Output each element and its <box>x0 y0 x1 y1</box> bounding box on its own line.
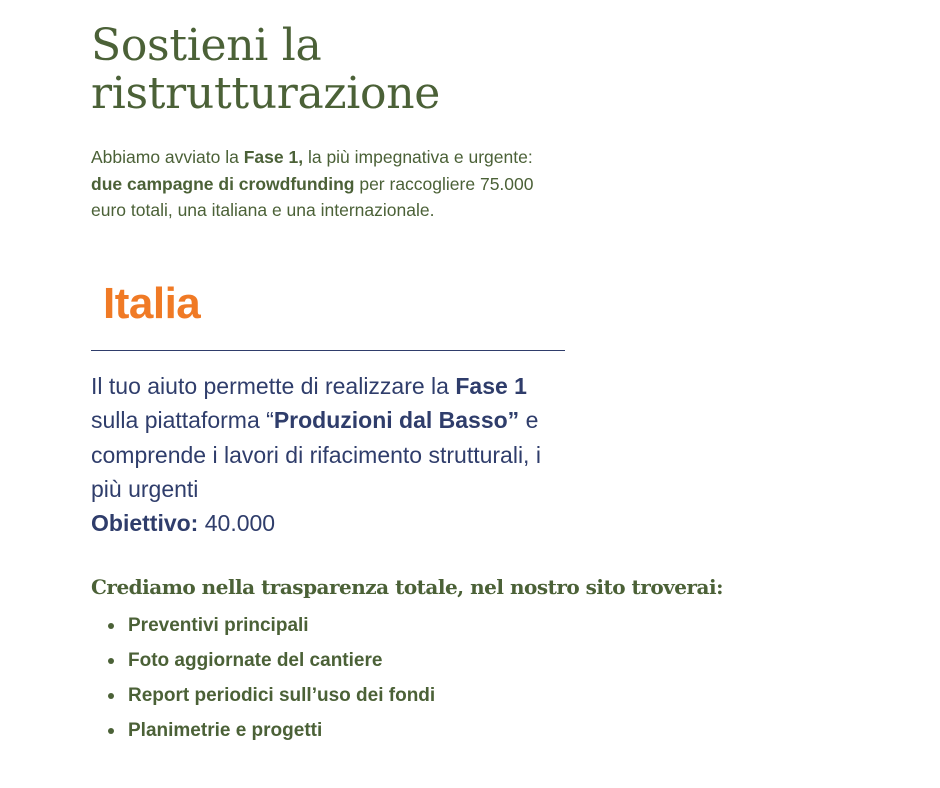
italia-desc-text-2: sulla piattaforma “ <box>91 407 274 434</box>
section-divider <box>91 350 565 351</box>
intro-text-2: la più impegnativa e urgente: <box>303 147 533 167</box>
list-item <box>105 678 435 713</box>
bullet-icon <box>108 728 114 734</box>
italia-desc-platform: Produzioni dal Basso” <box>273 407 520 434</box>
section-title-italia: Italia <box>103 279 201 328</box>
page-title <box>91 22 691 118</box>
goal-value: 40.000 <box>198 510 276 537</box>
page-title-line1: Sostieni la <box>91 20 322 71</box>
goal-label: Obiettivo: <box>91 510 199 537</box>
list-item-label: Report periodici sull’uso dei fondi <box>128 685 436 706</box>
bullet-icon <box>108 658 114 664</box>
transparency-list <box>105 608 435 748</box>
list-item-label: Planimetrie e progetti <box>128 720 323 741</box>
bullet-icon <box>108 693 114 699</box>
list-item <box>105 643 435 678</box>
list-item-label: Preventivi principali <box>128 615 309 636</box>
italia-desc-text-1: Il tuo aiuto permette di realizzare la <box>91 373 456 399</box>
transparency-heading: Crediamo nella trasparenza totale, nel nostro sito troverai: <box>91 575 723 599</box>
intro-text-1: Abbiamo avviato la <box>91 147 244 167</box>
intro-paragraph <box>91 144 561 224</box>
page-title-line2: ristrutturazione <box>91 68 441 119</box>
italia-desc-phase: Fase 1 <box>455 373 527 399</box>
intro-campaigns: due campagne di crowdfunding <box>91 173 355 194</box>
bullet-icon <box>108 623 114 629</box>
intro-phase: Fase 1, <box>243 147 304 167</box>
intro-text-3: per raccogliere 75.000 euro totali, una italiana e una internazionale. <box>91 173 534 220</box>
list-item <box>105 608 435 643</box>
list-item <box>105 713 435 748</box>
italia-description <box>91 369 561 540</box>
list-item-label: Foto aggiornate del cantiere <box>128 650 383 671</box>
italia-desc-text-3: e comprende i lavori di rifacimento strutturali, i più urgenti <box>91 407 541 502</box>
